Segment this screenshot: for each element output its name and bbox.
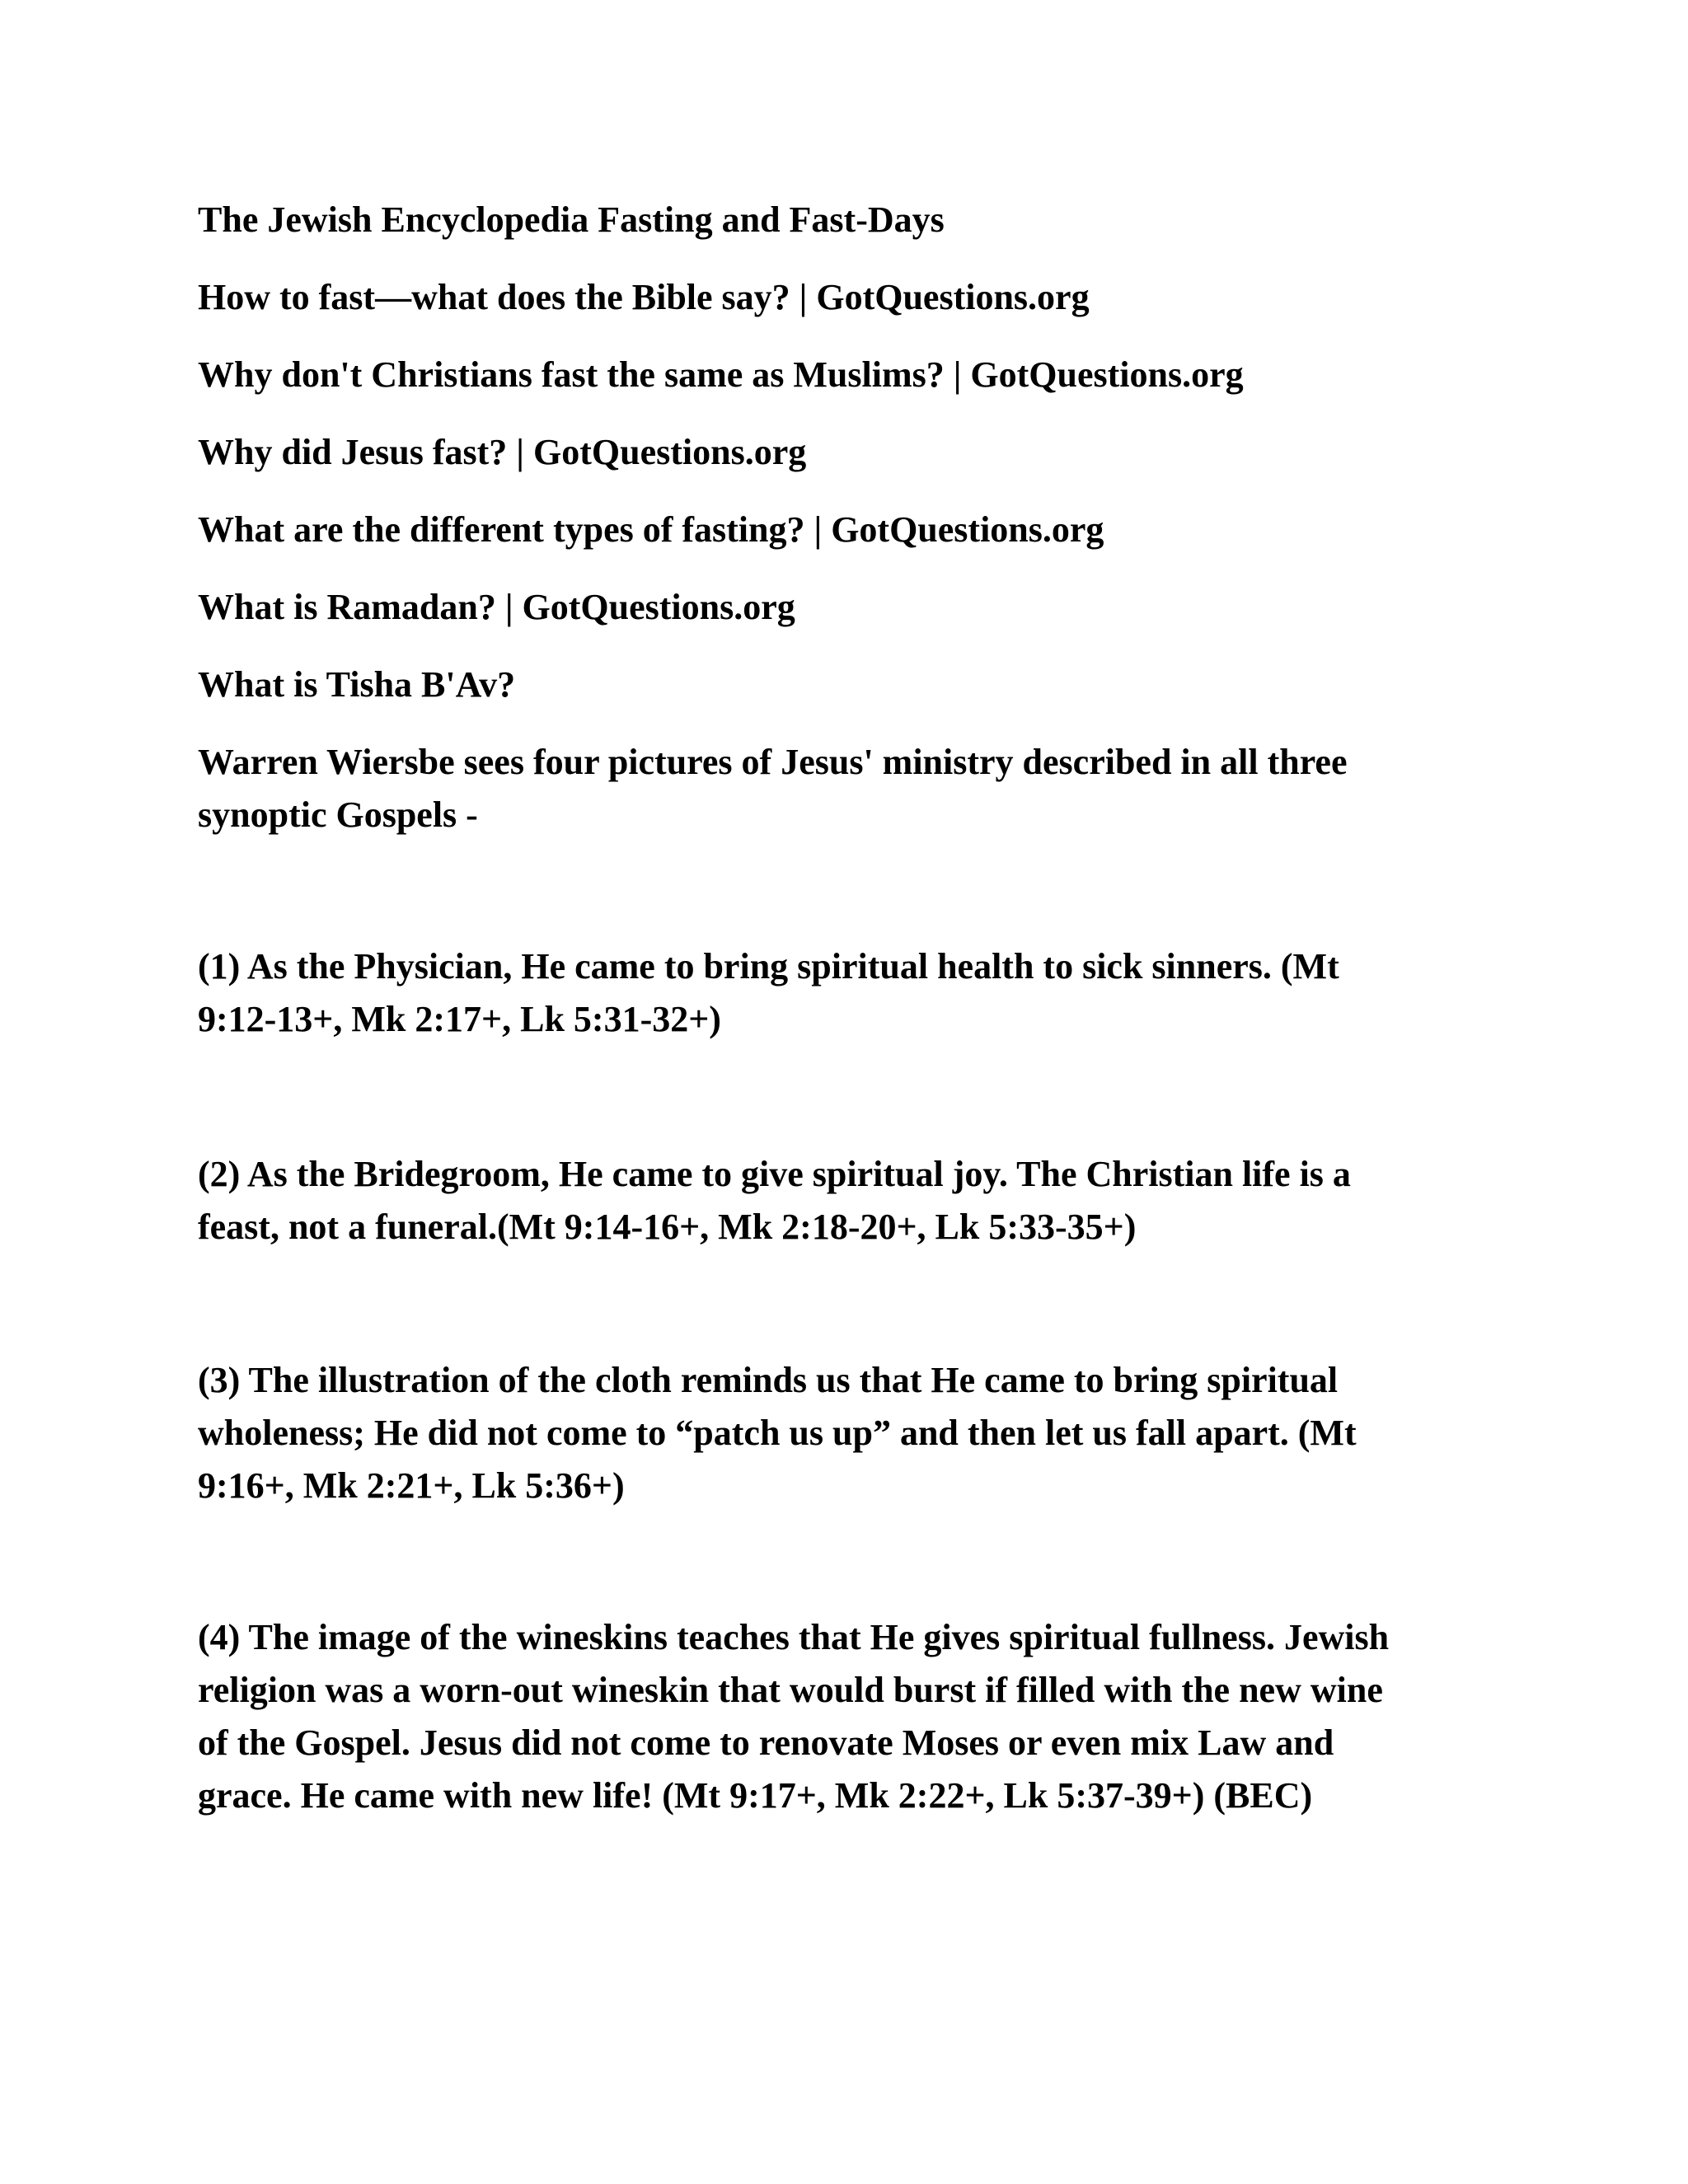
point-line: wholeness; He did not come to “patch us up” and then let us fall apart. (Mt [198,1413,1357,1453]
intro-line: synoptic Gospels - [198,794,478,835]
link-what-is-ramadan[interactable]: What is Ramadan? | GotQuestions.org [198,587,795,627]
link-jewish-encyclopedia[interactable]: The Jewish Encyclopedia Fasting and Fast-Days [198,199,945,240]
point-wineskins [198,1611,1500,1822]
point-line: (4) The image of the wineskins teaches that He gives spiritual fullness. Jewish [198,1617,1390,1657]
link-what-is-tisha-bav[interactable]: What is Tisha B'Av? [198,664,516,705]
point-line: religion was a worn-out wineskin that would burst if filled with the new wine [198,1670,1383,1710]
point-line: (1) As the Physician, He came to bring spiritual health to sick sinners. (Mt [198,946,1339,987]
point-line: 9:16+, Mk 2:21+, Lk 5:36+) [198,1465,625,1506]
point-line: of the Gospel. Jesus did not come to renovate Moses or even mix Law and [198,1722,1334,1763]
point-line: (3) The illustration of the cloth reminds us that He came to bring spiritual [198,1360,1339,1400]
link-types-of-fasting[interactable]: What are the different types of fasting? | GotQuestions.org [198,509,1104,550]
link-how-to-fast[interactable]: How to fast—what does the Bible say? | GotQuestions.org [198,277,1090,317]
intro-paragraph [198,736,1500,841]
link-why-dont-christians-fast[interactable]: Why don't Christians fast the same as Muslims? | GotQuestions.org [198,354,1244,395]
point-line: grace. He came with new life! (Mt 9:17+, Mk 2:22+, Lk 5:37-39+) (BEC) [198,1775,1313,1816]
point-line: feast, not a funeral.(Mt 9:14-16+, Mk 2:18-20+, Lk 5:33-35+) [198,1207,1137,1247]
link-why-did-jesus-fast[interactable]: Why did Jesus fast? | GotQuestions.org [198,432,807,472]
point-bridegroom [198,1148,1500,1254]
point-line: (2) As the Bridegroom, He came to give spiritual joy. The Christian life is a [198,1154,1351,1194]
point-physician [198,940,1500,1046]
point-cloth [198,1354,1500,1512]
intro-line: Warren Wiersbe sees four pictures of Jesus' ministry described in all three [198,742,1348,782]
point-line: 9:12-13+, Mk 2:17+, Lk 5:31-32+) [198,999,721,1039]
